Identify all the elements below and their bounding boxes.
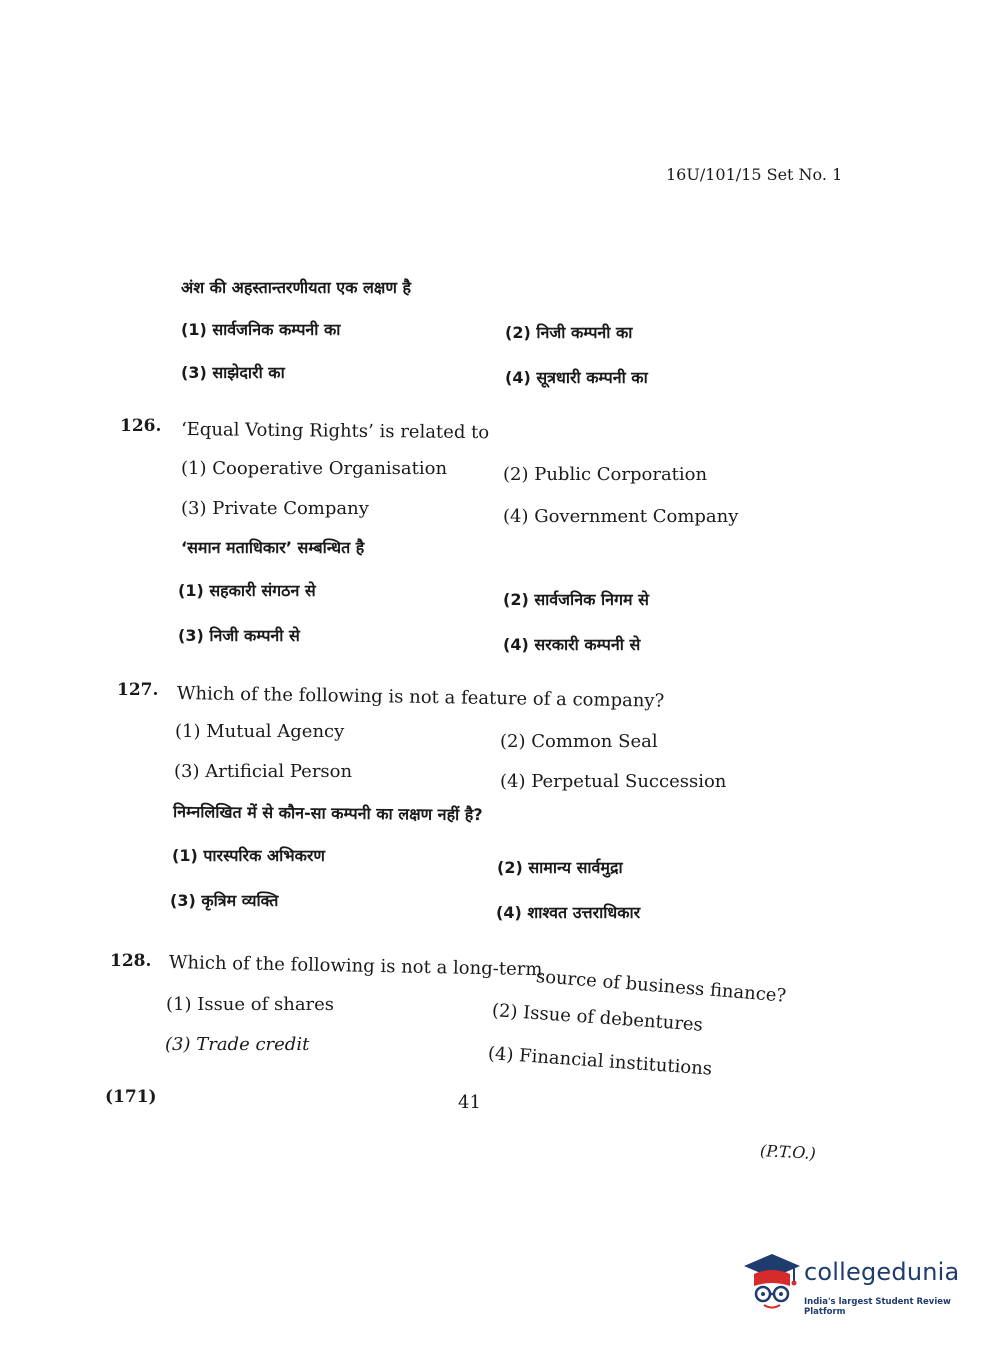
q126-hindi-option-2: (2) सार्वजनिक निगम से (503, 590, 649, 609)
q126-hindi-option-3: (3) निजी कम्पनी से (178, 626, 300, 645)
collegedunia-mascot-icon (742, 1250, 802, 1312)
q128-option-4: (4) Financial institutions (487, 1043, 713, 1080)
q128-stem-start: Which of the following is not a long-term (168, 952, 543, 981)
question-number-127: 127. (117, 680, 159, 700)
q125-hindi-option-1: (1) सार्वजनिक कम्पनी का (181, 320, 341, 339)
q125-hindi-option-4: (4) सूत्रधारी कम्पनी का (505, 368, 648, 387)
q128-option-1: (1) Issue of shares (166, 994, 335, 1015)
q127-hindi-stem: निम्नलिखित में से कौन-सा कम्पनी का लक्षण नहीं है? (172, 802, 483, 825)
q126-option-2: (2) Public Corporation (503, 464, 708, 485)
q126-hindi-option-1: (1) सहकारी संगठन से (178, 581, 316, 600)
q127-option-3: (3) Artificial Person (174, 761, 353, 782)
q127-stem: Which of the following is not a feature of a company? (176, 683, 665, 712)
q126-hindi-stem: ‘समान मताधिकार’ सम्बन्धित है (181, 538, 365, 557)
pto-note: (P.T.O.) (759, 1141, 817, 1163)
q128-stem-end: source of business finance? (535, 966, 787, 1007)
q125-hindi-stem: अंश की अहस्तान्तरणीयता एक लक्षण है (181, 278, 411, 297)
paper-code: 16U/101/15 Set No. 1 (666, 165, 843, 184)
q125-hindi-option-3: (3) साझेदारी का (181, 363, 285, 382)
booklet-code: (171) (105, 1087, 157, 1107)
collegedunia-watermark (742, 1250, 972, 1320)
q126-hindi-option-4: (4) सरकारी कम्पनी से (503, 635, 641, 654)
collegedunia-tagline: India's largest Student Review Platform (804, 1297, 951, 1317)
q127-option-4: (4) Perpetual Succession (500, 771, 727, 792)
q127-hindi-option-3: (3) कृत्रिम व्यक्ति (170, 891, 279, 910)
q126-option-1: (1) Cooperative Organisation (181, 458, 448, 479)
q126-option-4: (4) Government Company (503, 506, 739, 527)
q128-option-3: (3) Trade credit (165, 1034, 310, 1055)
q126-stem: ‘Equal Voting Rights’ is related to (180, 419, 490, 444)
q127-hindi-option-1: (1) पारस्परिक अभिकरण (172, 846, 325, 865)
collegedunia-wordmark: collegedunia (804, 1258, 960, 1286)
q126-option-3: (3) Private Company (181, 498, 369, 519)
q127-hindi-option-2: (2) सामान्य सार्वमुद्रा (497, 858, 623, 877)
q128-option-2: (2) Issue of debentures (491, 1000, 704, 1036)
question-number-128: 128. (110, 951, 152, 971)
question-number-126: 126. (120, 416, 162, 436)
q125-hindi-option-2: (2) निजी कम्पनी का (505, 323, 633, 342)
page-number: 41 (458, 1092, 481, 1113)
q127-option-2: (2) Common Seal (500, 731, 658, 752)
q127-hindi-option-4: (4) शाश्वत उत्तराधिकार (496, 903, 641, 922)
q127-option-1: (1) Mutual Agency (175, 721, 345, 742)
